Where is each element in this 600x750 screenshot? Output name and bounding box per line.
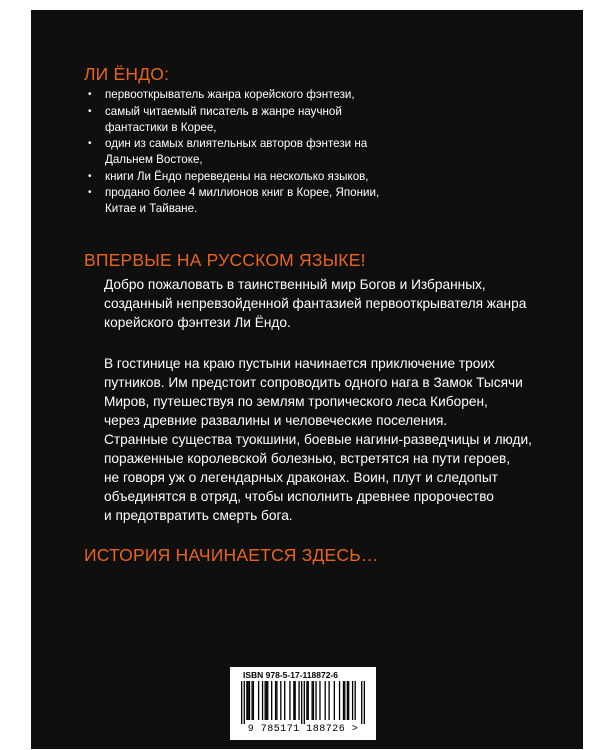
barcode-bar [348,681,349,720]
barcode-bar [266,681,267,720]
barcode-bar [352,681,353,720]
barcode-bar [258,681,259,720]
barcode-bar [319,681,320,720]
barcode-bars [241,681,365,724]
list-item: • книги Ли Ёндо переведены на несколько языков, [88,169,388,185]
barcode-bar [271,681,272,720]
barcode-bar [244,681,245,724]
barcode-bar [276,681,277,720]
barcode-bar [249,681,250,720]
barcode-bar [295,681,296,720]
barcode-bar [315,681,316,720]
barcode-bar [344,681,345,720]
intro-paragraph: Добро пожаловать в таинственный мир Богов и Избранных, созданный непревзойденной фантазией первооткрывателя жанра корейского фэнтези Ли Ёндо. [104,277,527,330]
author-heading: ЛИ ЁНДО: [84,64,170,84]
barcode-bar [311,681,312,720]
barcode-bar [284,681,285,720]
barcode-bar [301,681,302,724]
barcode-bar [289,681,290,720]
barcode-bar [280,681,281,720]
barcode-bar [355,681,356,720]
barcode-bar [306,681,307,720]
barcode-bar [325,681,326,720]
barcode-bar [347,681,348,720]
barcode-bar [248,681,249,720]
book-back-cover [31,10,583,749]
barcode-bar [264,681,265,720]
barcode-bar [298,681,299,720]
barcode-bar [361,681,362,724]
barcode-bar [364,681,365,724]
barcode [230,667,376,740]
barcode-bar [241,681,242,724]
barcode-bar [328,681,329,720]
barcode-bar [262,681,263,720]
closing-heading: ИСТОРИЯ НАЧИНАЕТСЯ ЗДЕСЬ… [84,545,379,565]
barcode-bar [313,681,314,720]
list-item: • один из самых влиятельных авторов фэнтези на Дальнем Востоке, [88,136,388,168]
barcode-digits: 9 785171 188726 > [247,724,359,735]
barcode-bar [308,681,309,720]
list-item: • первооткрыватель жанра корейского фэнтези, [88,87,388,103]
isbn-label: ISBN 978-5-17-118872-6 [243,670,338,680]
intro-heading: ВПЕРВЫЕ НА РУССКОМ ЯЗЫКЕ! [84,250,366,270]
author-facts-list [88,87,388,218]
barcode-bar [251,681,252,720]
story-paragraph: В гостинице на краю пустыни начинается приключение троих путников. Им предстоит сопроводить одного нага в Замок Тысячи Миров, путешествуя по землям тропического леса Киборен, через древние развалины и человеческие поселения. Странные существа туокшини, боевые нагини-разведчицы и люди, пораженные королевской болезнью, встретятся на пути героев, не говоря уж о легендарных драконах. Воин, плут и следопыт объединятся в отряд, чтобы исполнить древнее пророчество и предотвратить смерть бога. [104,356,532,523]
barcode-bar [304,681,305,724]
barcode-bar [334,681,335,720]
barcode-bar [246,681,247,720]
barcode-bar [253,681,254,720]
barcode-bar [267,681,268,720]
list-item: • самый читаемый писатель в жанре научной фантастики в Корее, [88,104,388,136]
barcode-bar [339,681,340,720]
list-item: • продано более 4 миллионов книг в Корее, Японии, Китае и Тайване. [88,185,388,217]
barcode-bar [275,681,276,720]
barcode-bar [293,681,294,720]
barcode-bar [343,681,344,720]
